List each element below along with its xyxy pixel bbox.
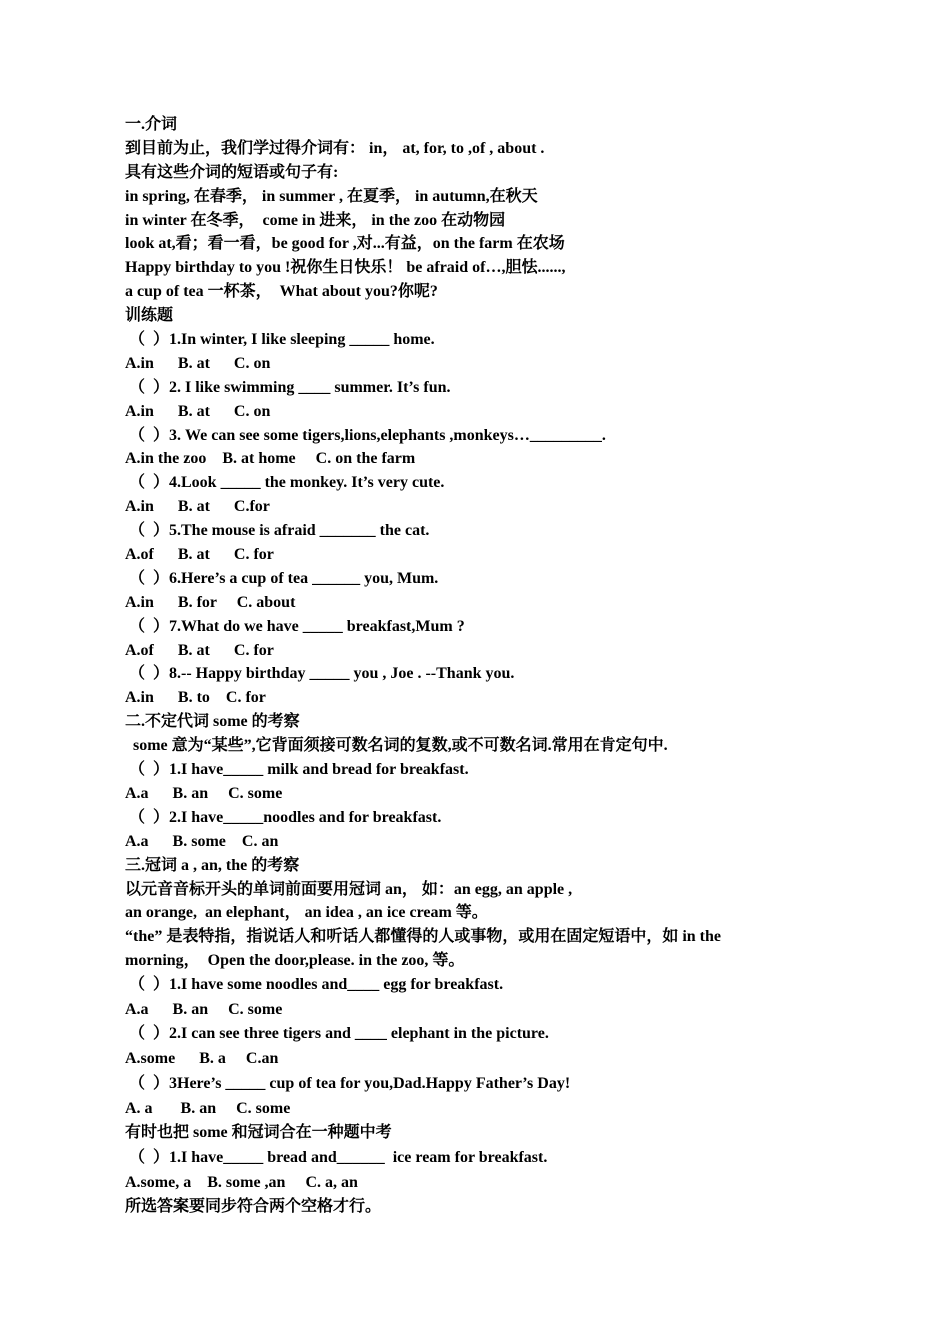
- text-line: 所选答案要同步符合两个空格才行。: [125, 1198, 382, 1216]
- text-line: A.a B. an C. some: [125, 1000, 283, 1018]
- text-line: an orange, an elephant， an idea , an ice cream 等。: [125, 904, 488, 922]
- text-line: （ ）2. I like swimming ____ summer. It’s fun.: [125, 378, 451, 396]
- text-line: （ ）4.Look _____ the monkey. It’s very cute.: [125, 474, 445, 492]
- text-line: A.of B. at C. for: [125, 641, 274, 659]
- text-line: （ ）3. We can see some tigers,lions,elephants ,monkeys…_________.: [125, 426, 606, 444]
- text-line: A.in B. at C.for: [125, 498, 270, 516]
- text-line: 到目前为止，我们学过得介词有： in， at, for, to ,of , about .: [125, 139, 545, 157]
- text-line: A.of B. at C. for: [125, 546, 274, 564]
- text-line: A. a B. an C. some: [125, 1099, 291, 1117]
- text-line: Happy birthday to you !祝你生日快乐！ be afraid of…,胆怯......,: [125, 259, 566, 277]
- text-line: a cup of tea 一杯茶， What about you?你呢?: [125, 283, 438, 301]
- text-line: A.some, a B. some ,an C. a, an: [125, 1173, 358, 1191]
- text-line: A.in B. at C. on: [125, 402, 271, 420]
- text-line: （ ）2.I have_____noodles and for breakfast.: [125, 808, 442, 826]
- text-line: （ ）8.-- Happy birthday _____ you , Joe . --Thank you.: [125, 665, 515, 683]
- text-line: （ ）3Here’s _____ cup of tea for you,Dad.Happy Father’s Day!: [125, 1074, 571, 1092]
- text-line: A.in the zoo B. at home C. on the farm: [125, 450, 416, 468]
- text-line: 三.冠词 a , an, the 的考察: [125, 856, 300, 874]
- text-line: （ ）5.The mouse is afraid _______ the cat.: [125, 522, 430, 540]
- text-line: 训练题: [125, 307, 174, 325]
- text-line: A.in B. to C. for: [125, 689, 266, 707]
- document-body: [125, 113, 825, 1220]
- text-line: morning， Open the door,please. in the zoo, 等。: [125, 952, 465, 970]
- text-line: A.a B. some C. an: [125, 832, 279, 850]
- text-line: 一.介词: [125, 116, 178, 133]
- text-line: “the” 是表特指，指说话人和听话人都懂得的人或事物，或用在固定短语中，如 in the: [125, 928, 722, 946]
- text-line: look at,看；看一看，be good for ,对...有益，on the farm 在农场: [125, 235, 565, 253]
- text-line: （ ）1.In winter, I like sleeping _____ home.: [125, 331, 435, 349]
- text-line: A.in B. at C. on: [125, 354, 271, 372]
- text-line: in spring, 在春季， in summer , 在夏季， in autumn,在秋天: [125, 187, 538, 205]
- text-line: （ ）1.I have_____ milk and bread for breakfast.: [125, 761, 469, 779]
- text-line: 有时也把 some 和冠词合在一种题中考: [125, 1124, 392, 1142]
- text-line: （ ）1.I have_____ bread and______ ice ream for breakfast.: [125, 1148, 548, 1166]
- text-line: 具有这些介词的短语或句子有:: [125, 163, 339, 181]
- text-line: 二.不定代词 some 的考察: [125, 713, 300, 731]
- text-line: （ ）1.I have some noodles and____ egg for breakfast.: [125, 976, 504, 994]
- text-line: A.a B. an C. some: [125, 784, 283, 802]
- text-line: 以元音音标开头的单词前面要用冠词 an， 如：an egg, an apple ,: [125, 880, 573, 898]
- text-line: A.some B. a C.an: [125, 1050, 279, 1068]
- text-line: some 意为“某些”,它背面须接可数名词的复数,或不可数名词.常用在肯定句中.: [125, 737, 668, 755]
- text-line: in winter 在冬季， come in 进来， in the zoo 在动物园: [125, 211, 506, 229]
- text-line: （ ）6.Here’s a cup of tea ______ you, Mum.: [125, 569, 439, 587]
- text-line: （ ）7.What do we have _____ breakfast,Mum ?: [125, 617, 465, 635]
- text-line: A.in B. for C. about: [125, 593, 296, 611]
- text-line: （ ）2.I can see three tigers and ____ elephant in the picture.: [125, 1025, 549, 1043]
